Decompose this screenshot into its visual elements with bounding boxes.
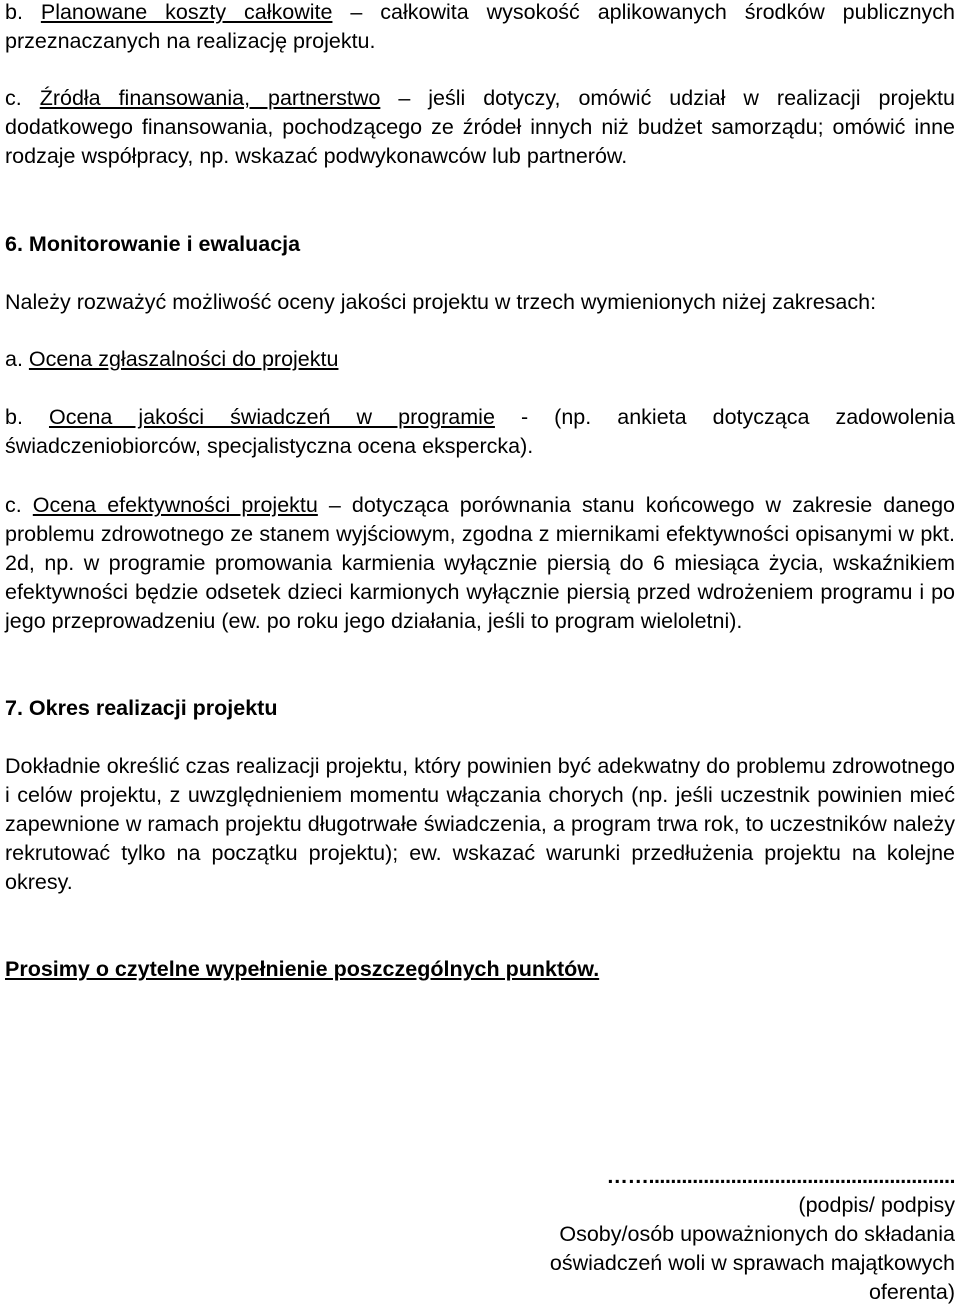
item-b-paragraph — [5, 403, 955, 461]
section-7-heading: 7. Okres realizacji projektu — [5, 696, 278, 720]
section-6-intro: Należy rozważyć możliwość oceny jakości projektu w trzech wymienionych niżej zakresach: — [5, 290, 877, 314]
section-c-prefix: c. — [5, 86, 40, 110]
section-b-dash: – — [332, 0, 381, 24]
item-a-paragraph — [5, 345, 955, 374]
item-c-text: – dotycząca porównania stanu końcowego w zakresie danego problemu zdrowotnego ze stanem wyjściowym, zgodna z miernikami efektywności opisanymi w pkt. 2d, np. w programie promowania karmienia wyłącznie piersią do 6 miesiąca życia, wskaźnikiem efektywności będzie odsetek dzieci karmionych wyłącznie piersią przed wdrożeniem programu i po jego przeprowadzeniu (ew. po roku jego działania, jeśli to program wieloletni). — [5, 493, 955, 633]
section-6-heading: 6. Monitorowanie i ewaluacja — [5, 232, 301, 256]
section-c-paragraph — [5, 84, 955, 171]
signature-line-2: Osoby/osób upoważnionych do składania — [559, 1222, 955, 1246]
section-b-paragraph — [5, 0, 955, 56]
item-a-term: Ocena zgłaszalności do projektu — [28, 347, 339, 371]
section-c-dash: – — [380, 86, 429, 110]
item-b-prefix: b. — [5, 405, 49, 429]
item-c-paragraph — [5, 491, 955, 636]
section-c-text: jeśli dotyczy, omówić udział w realizacji projektu dodatkowego finansowania, pochodzącego ze źródeł innych niż budżet samorządu; omówić inne rodzaje współpracy, np. wskazać podwykonawców lub partnerów. — [5, 86, 955, 168]
signature-block — [475, 1162, 955, 1307]
item-a-prefix: a. — [5, 347, 29, 371]
signature-line-1: (podpis/ podpisy — [798, 1193, 955, 1217]
signature-line-3: oświadczeń woli w sprawach majątkowych — [549, 1251, 955, 1275]
item-b-term: Ocena jakości świadczeń w programie — [48, 405, 495, 429]
section-b-prefix: b. — [5, 0, 41, 24]
signature-line-4: oferenta) — [868, 1280, 955, 1304]
item-c-term: Ocena efektywności projektu — [32, 493, 318, 517]
section-b-term: Planowane koszty całkowite — [40, 0, 333, 24]
signature-dots: ……........................................................ — [606, 1164, 955, 1188]
section-7-text: Dokładnie określić czas realizacji projektu, który powinien być adekwatny do problemu zdrowotnego i celów projektu, z uwzględnieniem momentu włączania chorych (np. jeśli uczestnik powinien mieć zapewnione w ramach projektu długotrwałe świadczenia, a program trwa rok, to uczestników należy rekrutować tylko na początku projektu); ew. wskazać warunki przedłużenia projektu na kolejne okresy. — [5, 754, 955, 894]
section-b-text: całkowita wysokość aplikowanych środków publicznych przeznaczanych na realizację projektu. — [5, 0, 956, 53]
item-b-text: - (np. ankieta dotycząca zadowolenia świadczeniobiorców, specjalistyczna ocena ekspercka). — [5, 405, 955, 458]
closing-request: Prosimy o czytelne wypełnienie poszczególnych punktów. — [5, 957, 600, 981]
section-c-term: Źródła finansowania, partnerstwo — [39, 86, 381, 110]
item-c-prefix: c. — [5, 493, 33, 517]
